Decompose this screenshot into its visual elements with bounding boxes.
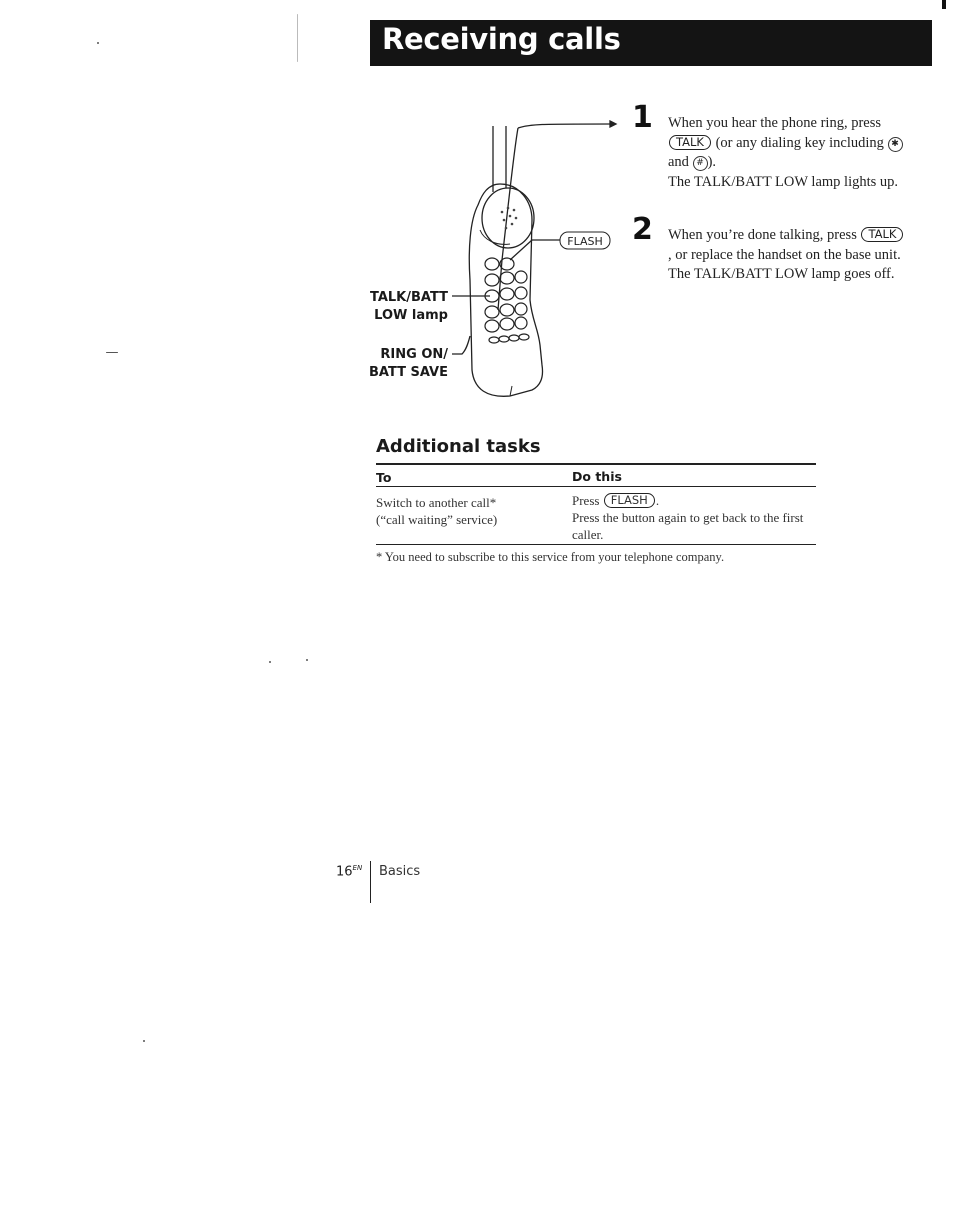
earpiece <box>482 188 534 248</box>
step-2-text-b: , or replace the handset on the base unit. <box>668 246 901 263</box>
table-header-rule <box>376 486 816 487</box>
scan-speck <box>269 661 271 663</box>
step-1-text-d: The TALK/BATT LOW lamp lights up. <box>668 173 899 190</box>
table-row-do-cell <box>572 492 812 543</box>
arrow-head <box>610 121 616 127</box>
step-1-text-b: (or any dialing key including <box>715 134 884 151</box>
step-2-text <box>668 226 906 285</box>
talk-key-icon: TALK <box>861 227 903 242</box>
step-1-number: 1 <box>632 100 653 135</box>
row-to-line1: Switch to another call* <box>376 495 497 510</box>
star-key-icon: ✱ <box>888 137 903 152</box>
callout-ring-on-line1: RING ON/ <box>380 347 448 362</box>
footer-section: Basics <box>379 864 421 879</box>
callout-ring-on-line2: BATT SAVE <box>368 365 448 380</box>
column-header-do-this: Do this <box>572 469 622 484</box>
step-1-text <box>668 114 906 192</box>
row-do-line2: Press the button again to get back to the first caller. <box>572 510 804 542</box>
page-number-value: 16 <box>336 864 353 880</box>
table-top-rule <box>376 463 816 465</box>
page-number-sup: EN <box>352 864 363 872</box>
step-2-number: 2 <box>632 212 653 247</box>
step-2-text-a: When you’re done talking, press <box>668 227 857 243</box>
column-header-to: To <box>376 470 392 485</box>
row-to-line2: (“call waiting” service) <box>376 512 498 527</box>
scan-speck <box>143 1040 145 1042</box>
section-heading: Additional tasks <box>376 436 541 457</box>
step-2-text-d: The TALK/BATT LOW lamp goes off. <box>668 266 895 282</box>
page-title: Receiving calls <box>382 22 621 56</box>
flash-key-icon: FLASH <box>604 493 655 508</box>
callout-talk-batt-line1: TALK/BATT <box>369 290 448 305</box>
footnote: * You need to subscribe to this service from your telephone company. <box>376 550 725 564</box>
page-number <box>336 864 362 879</box>
step-1-text-a: When you hear the phone ring, press <box>668 115 882 131</box>
flash-key-label: FLASH <box>567 235 603 248</box>
scan-speck <box>106 352 118 353</box>
table-bottom-rule <box>376 544 816 545</box>
talk-key-icon: TALK <box>669 135 711 150</box>
step-1-text-and: and <box>668 154 689 170</box>
step1-pointer <box>518 124 610 128</box>
row-do-end: . <box>655 493 660 508</box>
table-row-to-cell <box>376 494 561 528</box>
pound-key-icon: # <box>693 156 708 171</box>
scan-speck <box>306 659 308 661</box>
keypad <box>485 258 529 343</box>
callout-ring-on <box>352 346 448 382</box>
edge-mark <box>942 0 946 9</box>
handset-body <box>469 184 542 396</box>
footer-divider <box>370 861 371 903</box>
callout-talk-batt <box>352 289 448 325</box>
callout-talk-batt-line2: LOW lamp <box>374 308 448 323</box>
step-1-text-c: ). <box>707 154 717 170</box>
handset-illustration <box>440 110 630 410</box>
ring-on-leader <box>452 336 470 354</box>
talk-key-leader <box>498 128 518 310</box>
row-do-press: Press <box>572 493 600 508</box>
scan-speck <box>97 42 99 44</box>
scan-speck <box>297 14 298 62</box>
